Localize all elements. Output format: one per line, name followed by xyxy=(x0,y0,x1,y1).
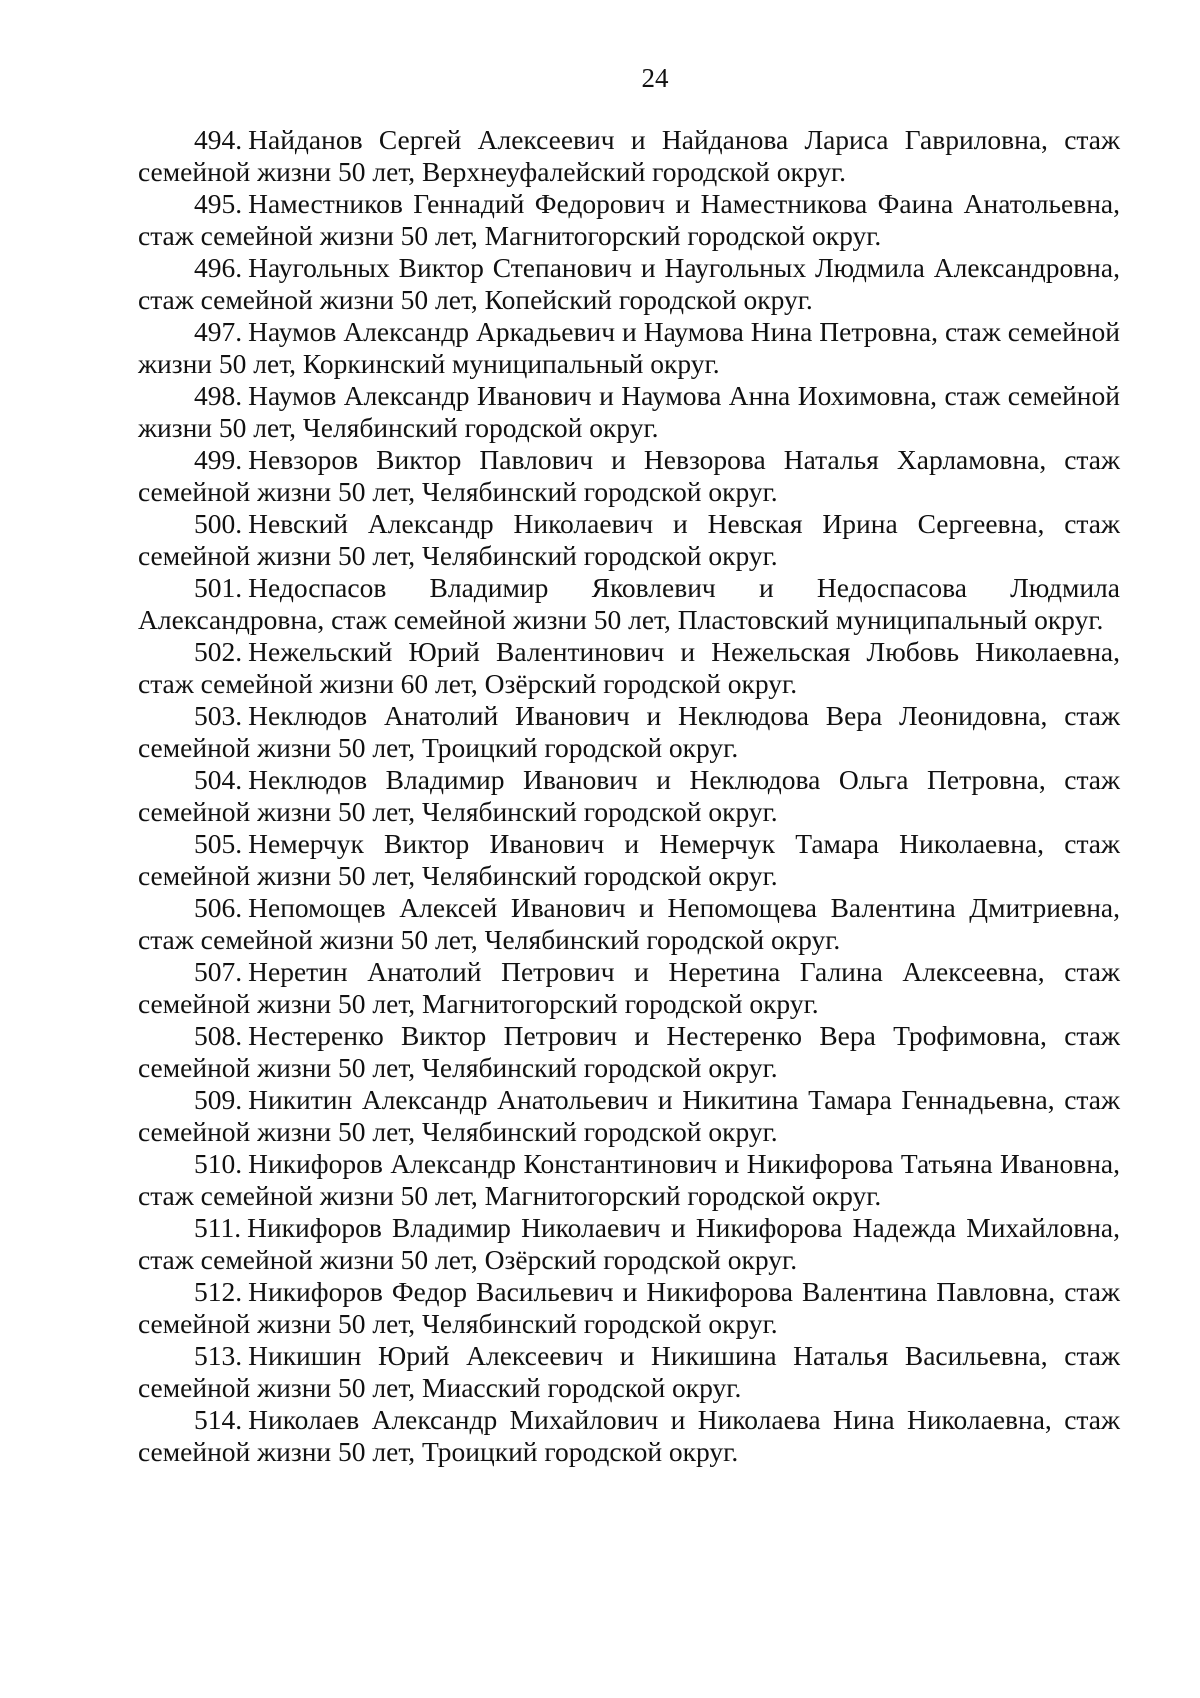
list-item xyxy=(138,124,1120,188)
list-item xyxy=(138,956,1120,1020)
list-item xyxy=(138,700,1120,764)
entry-number: 514. xyxy=(194,1404,243,1435)
entry-text: Неклюдов Владимир Иванович и Неклюдова Ольга Петровна, стаж семейной жизни 50 лет, Челябинский городской округ. xyxy=(138,764,1120,827)
entry-number: 496. xyxy=(194,252,243,283)
entry-text: Нестеренко Виктор Петрович и Нестеренко Вера Трофимовна, стаж семейной жизни 50 лет, Челябинский городской округ. xyxy=(138,1020,1120,1083)
list-item xyxy=(138,444,1120,508)
list-item xyxy=(138,1340,1120,1404)
entry-number: 513. xyxy=(194,1340,243,1371)
entry-text: Никишин Юрий Алексеевич и Никишина Наталья Васильевна, стаж семейной жизни 50 лет, Миасский городской округ. xyxy=(138,1340,1120,1403)
entry-text: Наугольных Виктор Степанович и Наугольных Людмила Александровна, стаж семейной жизни 50 лет, Копейский городской округ. xyxy=(138,252,1120,315)
entry-text: Никифоров Федор Васильевич и Никифорова Валентина Павловна, стаж семейной жизни 50 лет, Челябинский городской округ. xyxy=(138,1276,1120,1339)
entry-text: Никифоров Владимир Николаевич и Никифорова Надежда Михайловна, стаж семейной жизни 50 лет, Озёрский городской округ. xyxy=(138,1212,1120,1275)
list-item xyxy=(138,1404,1120,1468)
list-item xyxy=(138,892,1120,956)
list-item xyxy=(138,1276,1120,1340)
entry-text: Невзоров Виктор Павлович и Невзорова Наталья Харламовна, стаж семейной жизни 50 лет, Челябинский городской округ. xyxy=(138,444,1120,507)
entry-number: 499. xyxy=(194,444,243,475)
list-item xyxy=(138,1020,1120,1084)
entry-text: Недоспасов Владимир Яковлевич и Недоспасова Людмила Александровна, стаж семейной жизни 50 лет, Пластовский муниципальный округ. xyxy=(138,572,1120,635)
entry-text: Найданов Сергей Алексеевич и Найданова Лариса Гавриловна, стаж семейной жизни 50 лет, Верхнеуфалейский городской округ. xyxy=(138,124,1120,187)
entry-text: Неретин Анатолий Петрович и Неретина Галина Алексеевна, стаж семейной жизни 50 лет, Магнитогорский городской округ. xyxy=(138,956,1120,1019)
list-item xyxy=(138,252,1120,316)
list-item xyxy=(138,636,1120,700)
entry-text: Невский Александр Николаевич и Невская Ирина Сергеевна, стаж семейной жизни 50 лет, Челябинский городской округ. xyxy=(138,508,1120,571)
entry-number: 512. xyxy=(194,1276,243,1307)
entry-text: Наместников Геннадий Федорович и Наместникова Фаина Анатольевна, стаж семейной жизни 50 лет, Магнитогорский городской округ. xyxy=(138,188,1120,251)
entry-text: Неклюдов Анатолий Иванович и Неклюдова Вера Леонидовна, стаж семейной жизни 50 лет, Троицкий городской округ. xyxy=(138,700,1120,763)
entry-number: 509. xyxy=(194,1084,243,1115)
entry-number: 504. xyxy=(194,764,243,795)
entry-number: 510. xyxy=(194,1148,243,1179)
entry-text: Нежельский Юрий Валентинович и Нежельская Любовь Николаевна, стаж семейной жизни 60 лет, Озёрский городской округ. xyxy=(138,636,1120,699)
list-item xyxy=(138,764,1120,828)
entry-text: Никитин Александр Анатольевич и Никитина Тамара Геннадьевна, стаж семейной жизни 50 лет, Челябинский городской округ. xyxy=(138,1084,1120,1147)
list-item xyxy=(138,508,1120,572)
list-item xyxy=(138,188,1120,252)
entry-text: Наумов Александр Иванович и Наумова Анна Иохимовна, стаж семейной жизни 50 лет, Челябинский городской округ. xyxy=(138,380,1120,443)
entry-number: 494. xyxy=(194,124,243,155)
entry-number: 505. xyxy=(194,828,243,859)
entry-number: 503. xyxy=(194,700,243,731)
list-item xyxy=(138,572,1120,636)
page-number: 24 xyxy=(641,63,669,93)
entry-text: Николаев Александр Михайлович и Николаева Нина Николаевна, стаж семейной жизни 50 лет, Троицкий городской округ. xyxy=(138,1404,1120,1467)
list-item xyxy=(138,1212,1120,1276)
entry-number: 511. xyxy=(194,1212,242,1243)
entry-text: Немерчук Виктор Иванович и Немерчук Тамара Николаевна, стаж семейной жизни 50 лет, Челябинский городской округ. xyxy=(138,828,1120,891)
list-item xyxy=(138,316,1120,380)
entry-number: 498. xyxy=(194,380,243,411)
entry-number: 495. xyxy=(194,188,243,219)
entry-number: 508. xyxy=(194,1020,243,1051)
list-item xyxy=(138,1084,1120,1148)
entry-number: 497. xyxy=(194,316,243,347)
entry-number: 507. xyxy=(194,956,243,987)
list-item xyxy=(138,1148,1120,1212)
entry-text: Непомощев Алексей Иванович и Непомощева Валентина Дмитриевна, стаж семейной жизни 50 лет, Челябинский городской округ. xyxy=(138,892,1120,955)
entry-number: 501. xyxy=(194,572,243,603)
entry-text: Никифоров Александр Константинович и Никифорова Татьяна Ивановна, стаж семейной жизни 50 лет, Магнитогорский городской округ. xyxy=(138,1148,1120,1211)
entry-number: 506. xyxy=(194,892,243,923)
list-item xyxy=(138,828,1120,892)
entry-text: Наумов Александр Аркадьевич и Наумова Нина Петровна, стаж семейной жизни 50 лет, Коркинский муниципальный округ. xyxy=(138,316,1120,379)
entries-list xyxy=(138,124,1120,1468)
entry-number: 500. xyxy=(194,508,243,539)
list-item xyxy=(138,380,1120,444)
entry-number: 502. xyxy=(194,636,243,667)
